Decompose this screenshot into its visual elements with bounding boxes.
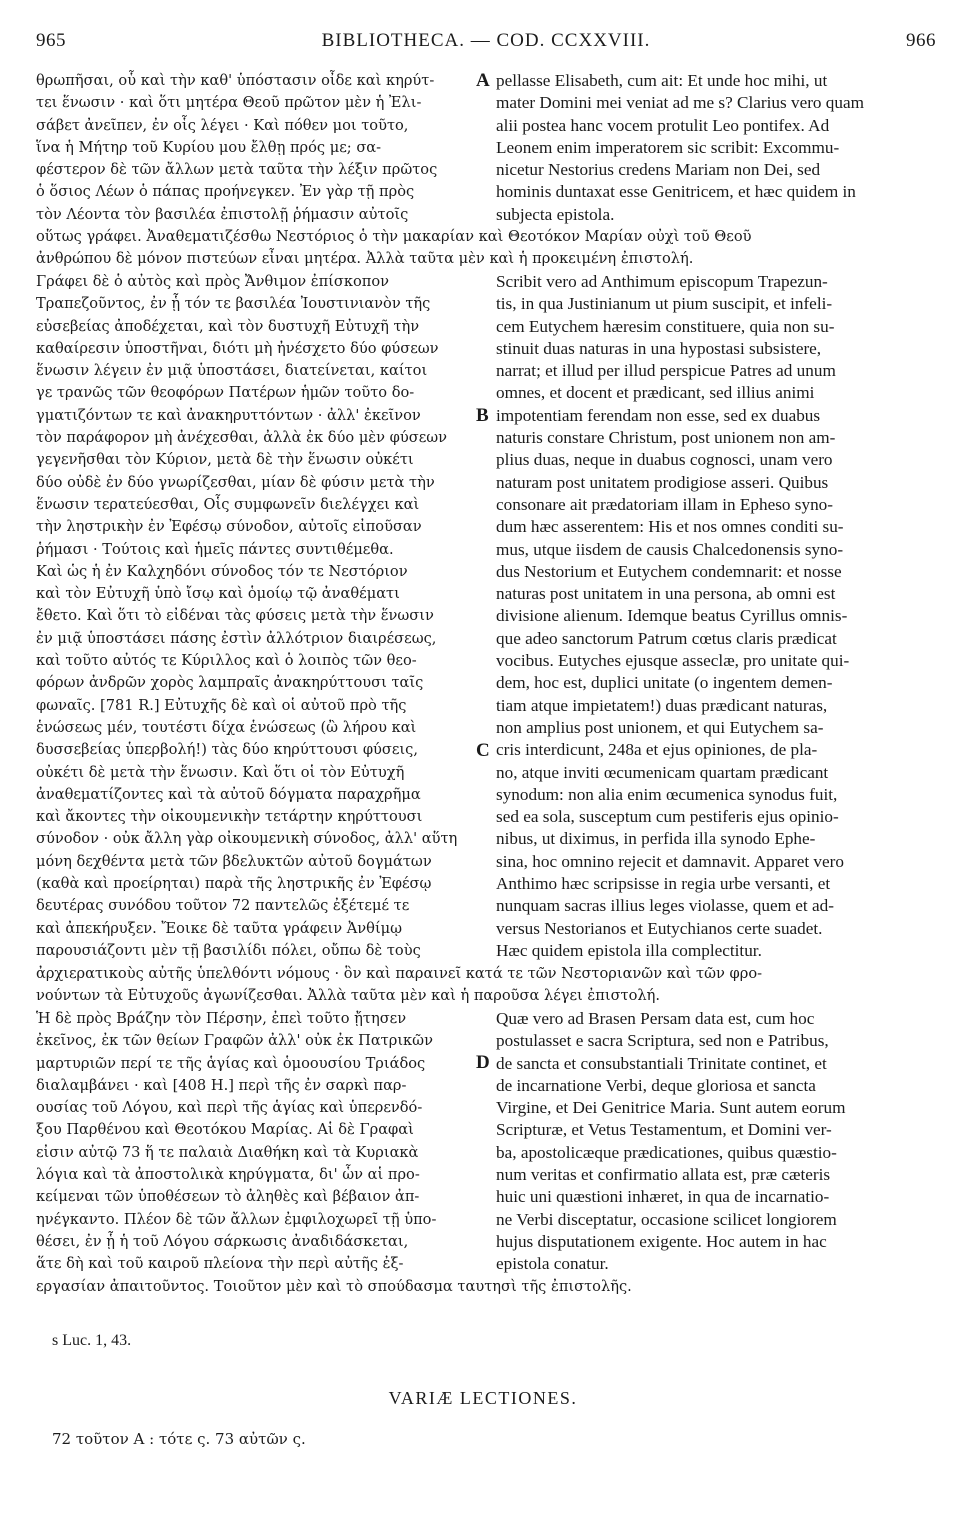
greek-text-line: δύο οὐδὲ ἐν δύο γνωρίζεσθαι, μίαν δὲ φύσιν μετὰ τὴν	[36, 473, 435, 491]
latin-text-line: dum hæc asserentem: His et nos omnes conditi su-	[496, 517, 844, 537]
greek-text-line: καὶ ἄκοντες τὴν οἰκουμενικὴν τετάρτην κηρύττουσι	[36, 808, 423, 826]
latin-text-line: postulasset e sacra Scriptura, sed non e Patribus,	[496, 1031, 829, 1051]
greek-text-line: ἐν μιᾷ ὑποστάσει πάσης ἐστὶν ἀλλότριον διαιρέσεως,	[36, 629, 437, 647]
greek-text-line: ῥήμασι · Τούτοις καὶ ἡμεῖς πάντες συντιθέμεθα.	[36, 540, 394, 558]
greek-text-line: ἐκεῖνος, ἐκ τῶν θείων Γραφῶν ἀλλ' οὐκ ἐκ Πατρικῶν	[36, 1032, 433, 1050]
latin-text-line: naturas post unitatem in una persona, ab omni est	[496, 584, 836, 604]
latin-text-line: cem Eutychem hæresim constituere, quia non su-	[496, 316, 835, 336]
greek-text-line: ἑνώσεως μέν, τουτέστι δίχα ἑνώσεως (ὢ λήρου καὶ	[36, 718, 417, 736]
greek-text-line: μόνη δεχθέντα μετὰ τῶν βδελυκτῶν αὐτοῦ δογμάτων	[36, 852, 432, 870]
greek-column-block-3	[36, 1008, 468, 1276]
latin-text-line: impotentiam ferendam non esse, sed ex duabus	[496, 405, 821, 425]
latin-text-line: Scribit vero ad Anthimum episcopum Trapezun-	[496, 272, 828, 291]
margin-marker-b: B	[476, 405, 489, 426]
variae-lectiones-heading: VARIÆ LECTIONES.	[388, 1388, 578, 1408]
greek-text-line: φέστερον δὲ τῶν ἄλλων μετὰ ταῦτα τὴν λέξιν πρῶτος	[36, 161, 438, 179]
greek-text-line: ξου Παρθένου καὶ Θεοτόκου Μαρίας. Αἱ δὲ Γραφαὶ	[36, 1121, 414, 1139]
greek-text-line: σάβετ ἀνεῖπεν, ἐν οἷς λέγει · Καὶ πόθεν μοι τοῦτο,	[36, 116, 409, 134]
greek-column-block-1	[36, 70, 468, 226]
latin-text-line: naturis constare Christum, post unionem non am-	[496, 428, 836, 448]
greek-text-line: καθαίρεσιν ὑποστῆναι, διότι μὴ ἠνέσχετο δύο φύσεων	[36, 339, 439, 357]
greek-text-line: θρωπῆσαι, οὗ καὶ τὴν καθ' ὑπόστασιν οἶδε καὶ κηρύτ-	[36, 72, 435, 89]
latin-column-block-3	[496, 1008, 936, 1276]
latin-text-line: nibus, ut diximus, in perfida illa synodo Ephe-	[496, 829, 816, 849]
latin-text-line: non amplius post unionem, et qui Eutychem sa-	[496, 717, 824, 737]
greek-text-line: τὸν Λέοντα τὸν βασιλέα ἐπιστολῇ ῥήμασιν αὐτοῖς	[36, 205, 409, 223]
greek-text-line: Καὶ ὡς ἡ ἐν Καλχηδόνι σύνοδος τόν τε Νεστόριον	[36, 562, 408, 580]
latin-text-line: cris interdicunt, 248a et ejus opiniones, de pla-	[496, 740, 818, 760]
greek-text-line: Ἡ δὲ πρὸς Βράζην τὸν Πέρσην, ἐπεὶ τοῦτο ᾔτησεν	[36, 1010, 407, 1027]
greek-text-line: ἀρχιερατικοὺς αὐτῆς ὑπελθόντι νόμους · ὃν καὶ παραινεῖ κατά τε τῶν Νεστοριανῶν καὶ τῶν φρο-	[36, 965, 763, 982]
greek-text-line: μαρτυριῶν περί τε τῆς ἁγίας καὶ ὁμοουσίου Τριάδος	[36, 1054, 426, 1072]
greek-text-line: εἰσιν αὐτῷ 73 ἥ τε παλαιὰ Διαθήκη καὶ τὰ Κυριακὰ	[36, 1143, 419, 1161]
greek-text-line: ἔθετο. Καὶ ὅτι τὸ εἰδέναι τὰς φύσεις μετὰ τὴν ἕνωσιν	[36, 607, 434, 625]
greek-text-line: Γράφει δὲ ὁ αὐτὸς καὶ πρὸς Ἄνθιμον ἐπίσκοπον	[36, 273, 390, 290]
latin-text-line: de sancta et consubstantiali Trinitate continet, et	[496, 1053, 827, 1073]
greek-fullwidth-3	[36, 1276, 936, 1298]
greek-text-line: θέσει, ἐν ᾗ ἡ τοῦ Λόγου σάρκωσις ἀναδιδάσκεται,	[36, 1232, 409, 1250]
margin-marker-d: D	[476, 1052, 490, 1073]
greek-text-line: φόρων ἀνδρῶν χορὸς λαμπραῖς ἀνακηρύττουσι ταῖς	[36, 674, 424, 692]
latin-text-line: Leonem enim imperatorem sic scribit: Excommu-	[496, 137, 840, 157]
greek-text-line: οὕτως γράφει. Ἀναθεματιζέσθω Νεστόριος ὁ τὴν μακαρίαν καὶ Θεοτόκον Μαρίαν οὐχὶ τοῦ Θεοῦ	[36, 228, 752, 245]
latin-text-line: ba, apostolicæque prædicationes, quibus quæstio-	[496, 1142, 837, 1162]
latin-text-line: dem, hoc est, duplici unitate (o ingentem demen-	[496, 673, 833, 693]
greek-text-line: ουσίας τοῦ Λόγου, καὶ περὶ τῆς ἁγίας καὶ ὑπερενδό-	[36, 1099, 423, 1117]
latin-text-line: tiam atque impietatem!) duas prædicant naturas,	[496, 695, 828, 715]
latin-text-line: narrat; et illud per illud perspicue Patres ad unum	[496, 361, 836, 381]
greek-text-line: ἕνωσιν τερατεύεσθαι, Οἷς συμφωνεῖν διελέγχει καὶ	[36, 495, 420, 513]
greek-text-line: κείμεναι τῶν ὑποθέσεων τὸ ἀληθὲς καὶ βέβαιον ἀπ-	[36, 1188, 420, 1206]
greek-text-line: ἅτε δὴ καὶ τοῦ καιροῦ πλείονα τὴν περὶ αὐτῆς ἐξ-	[36, 1255, 404, 1273]
latin-text-line: mus, utque iisdem de causis Chalcedonensis syno-	[496, 539, 844, 559]
page-number-right: 966	[906, 30, 936, 51]
latin-text-line: Scripturæ, et Vetus Testamentum, et Domini ver-	[496, 1120, 832, 1140]
latin-text-line: de incarnatione Verbi, deque gloriosa et sancta	[496, 1075, 816, 1095]
latin-text-line: num veritas et confirmatio allata est, præ cæteris	[496, 1165, 831, 1185]
latin-text-line: consonare ait prædatoriam illam in Epheso syno-	[496, 494, 833, 514]
greek-text-line: Τραπεζοῦντος, ἐν ᾗ τόν τε βασιλέα Ἰουστινιανὸν τῆς	[36, 295, 431, 313]
greek-text-line: ηνέγκαντο. Πλέον δὲ τῶν ἄλλων ἐμφιλοχωρεῖ τῇ ὑπο-	[36, 1210, 437, 1228]
latin-text-line: ne Verbi disceptatur, occasione scilicet longiorem	[496, 1209, 837, 1229]
margin-marker-c: C	[476, 740, 490, 761]
greek-text-line: ἀνθρώπου δὲ μόνον πιστεύων εἶναι μητέρα. Ἀλλὰ ταῦτα μὲν καὶ ἡ προκειμένη ἐπιστολή.	[36, 250, 694, 268]
greek-text-line: τὴν ληστρικὴν ἐν Ἐφέσῳ σύνοδον, αὐτοῖς εἰποῦσαν	[36, 518, 422, 536]
greek-text-line: διαλαμβάνει · καὶ [408 H.] περὶ τῆς ἐν σαρκὶ παρ-	[36, 1076, 407, 1094]
greek-text-line: ἀναθεματίζοντες καὶ τὰ αὐτοῦ δόγματα παραχρῆμα	[36, 785, 421, 803]
latin-text-line: que adeo sanctorum Patrum cœtus claris prædicat	[496, 628, 837, 648]
latin-text-line: naturam post unitatem prodigiose asseri. Quibus	[496, 472, 829, 492]
latin-text-line: hujus disputationem exigente. Hoc autem in hac	[496, 1231, 827, 1251]
latin-text-line: vocibus. Eutyches ejusque asseclæ, pro unitate qui-	[496, 651, 850, 671]
greek-text-line: γεγενῆσθαι τὸν Κύριον, μετὰ δὲ τὴν ἕνωσιν οὐκέτι	[36, 451, 414, 469]
greek-text-line: νούντων τὰ Εὐτυχοῦς ἀγωνίζεσθαι. Ἀλλὰ ταῦτα μὲν καὶ ἡ παροῦσα λέγει ἐπιστολή.	[36, 987, 661, 1005]
running-title: BIBLIOTHECA. — COD. CCXXVIII.	[321, 30, 651, 51]
greek-text-line: καὶ τοῦτο αὐτός τε Κύριλλος καὶ ὁ λοιπὸς τῶν θεο-	[36, 652, 417, 670]
greek-fullwidth-2	[36, 963, 936, 1008]
greek-text-line: τὸν παράφορον μὴ ἀνέχεσθαι, ἀλλὰ ἐκ δύο μὲν φύσεων	[36, 429, 448, 447]
page-header	[36, 30, 936, 58]
greek-text-line: ἵνα ἡ Μήτηρ τοῦ Κυρίου μου ἔλθῃ πρός με; σα-	[36, 138, 382, 156]
greek-text-line: καὶ τὸν Εὐτυχῆ ὑπὸ ἴσῳ καὶ ὁμοίῳ τῷ ἀναθέματι	[36, 585, 400, 603]
greek-text-line: σύνοδον · οὐκ ἄλλη γὰρ οἰκουμενικὴ σύνοδος, ἀλλ' αὕτη	[36, 830, 458, 848]
greek-text-line: οὐκέτι δὲ μετὰ τὴν ἕνωσιν. Καὶ ὅτι οἱ τὸν Εὐτυχῆ	[36, 763, 405, 781]
latin-text-line: hominis duntaxat esse Genitricem, et hæc quidem in	[496, 182, 856, 202]
greek-text-line: παρουσιάζοντι μὲν τῇ βασιλίδι πόλει, οὔπω δὲ τοὺς	[36, 941, 421, 959]
greek-text-line: λόγια καὶ τὰ ἀποστολικὰ κηρύγματα, δι' ὧν αἱ προ-	[36, 1166, 420, 1184]
latin-text-line: synodum: non alia enim œcumenica synodus fuit,	[496, 784, 838, 804]
latin-text-line: tis, in qua Justinianum ut pium suscipit, et infeli-	[496, 294, 833, 314]
greek-text-line: δευτέρας συνόδου τοῦτον 72 παντελῶς ἐξέτεμέ τε	[36, 897, 410, 915]
latin-text-line: divisione alienum. Idemque beatus Cyrillus omnis-	[496, 606, 848, 626]
latin-text-line: omnes, et docent et prædicant, sed illius animi	[496, 383, 815, 403]
variae-lectiones-line: 72 τοῦτον A : τότε ς. 73 αὐτῶν ς.	[52, 1430, 306, 1448]
latin-column-block-2	[496, 271, 936, 962]
latin-text-line: epistola conatur.	[496, 1254, 609, 1274]
latin-text-line: stinuit duas naturas in una hypostasi subsistere,	[496, 338, 822, 358]
greek-fullwidth-1	[36, 226, 936, 271]
latin-text-line: sed ea sola, susceptum cum pestiferis ejus opinio-	[496, 807, 839, 827]
latin-text-line: sina, hoc omnino rejecit et damnavit. Apparet vero	[496, 851, 844, 871]
greek-text-line: ἕνωσιν λέγειν ἐν μιᾷ ὑποστάσει, διατείνεται, καίτοι	[36, 362, 428, 380]
latin-text-line: plius duas, neque in duabus cognosci, unam vero	[496, 450, 833, 470]
margin-marker-a: A	[476, 70, 490, 91]
latin-text-line: huic uni quæstioni inhæret, in qua de incarnatio-	[496, 1187, 830, 1207]
greek-text-line: φωναῖς. [781 R.] Εὐτυχῆς δὲ καὶ οἱ αὐτοῦ πρὸ τῆς	[36, 696, 407, 714]
latin-text-line: subjecta epistola.	[496, 204, 615, 224]
greek-text-line: εργασίαν ἀπαιτοῦντος. Τοιοῦτον μὲν καὶ τὸ σπούδασμα ταυτησὶ τῆς ἐπιστολῆς.	[36, 1278, 632, 1295]
latin-text-line: Virgine, et Dei Genitrice Maria. Sunt autem eorum	[496, 1098, 846, 1118]
footnote: s Luc. 1, 43.	[52, 1332, 132, 1349]
greek-text-line: (καθὰ καὶ προείρηται) παρὰ τῆς ληστρικῆς ἐν Ἐφέσῳ	[36, 875, 432, 893]
latin-text-line: versus Nestorianos et Eutychianos certe suadet.	[496, 918, 823, 938]
greek-text-line: καὶ ἀπεκήρυξεν. Ἔοικε δὲ ταῦτα γράφειν Ἀνθίμῳ	[36, 919, 403, 937]
greek-text-line: εὐσεβείας ἀποδέχεται, καὶ τὸν δυστυχῆ Εὐτυχῆ τὴν	[36, 317, 420, 335]
latin-text-line: pellasse Elisabeth, cum ait: Et unde hoc mihi, ut	[496, 71, 828, 90]
latin-text-line: Anthimo hæc scripsisse in regia urbe versanti, et	[496, 874, 831, 894]
latin-text-line: no, atque inviti œcumenicam quartam prædicant	[496, 762, 829, 782]
latin-text-line: mater Domini mei veniat ad me s? Clarius vero quam	[496, 93, 864, 113]
latin-text-line: Hæc quidem epistola illa complectitur.	[496, 940, 762, 960]
latin-text-line: Quæ vero ad Brasen Persam data est, cum hoc	[496, 1009, 815, 1028]
greek-text-line: ὁ ὅσιος Λέων ὁ πάπας προήνεγκεν. Ἐν γὰρ τῇ πρὸς	[36, 183, 415, 201]
greek-text-line: γε τρανῶς τῶν θεοφόρων Πατέρων ἡμῶν τοῦτο δο-	[36, 384, 415, 402]
latin-text-line: nunquam sacras illius leges violasse, quem et ad-	[496, 896, 834, 916]
greek-text-line: γματιζόντων τε καὶ ἀνακηρυττόντων · ἀλλ' ἐκεῖνον	[36, 406, 421, 424]
greek-text-line: τει ἕνωσιν · καὶ ὅτι μητέρα Θεοῦ πρῶτον μὲν ἡ Ἐλι-	[36, 94, 422, 112]
greek-text-line: δυσσεβείας ὑπερβολή!) τὰς δύο κηρύττουσι φύσεις,	[36, 741, 418, 759]
latin-text-line: alii postea hanc vocem protulit Leo pontifex. Ad	[496, 115, 830, 135]
greek-column-block-2	[36, 271, 468, 962]
latin-column-block-1	[496, 70, 936, 226]
page-number-left: 965	[36, 30, 66, 51]
latin-text-line: nicetur Nestorius credens Mariam non Dei, sed	[496, 160, 821, 180]
latin-text-line: dus Nestorium et Eutychem condemnarit: et nosse	[496, 561, 842, 581]
